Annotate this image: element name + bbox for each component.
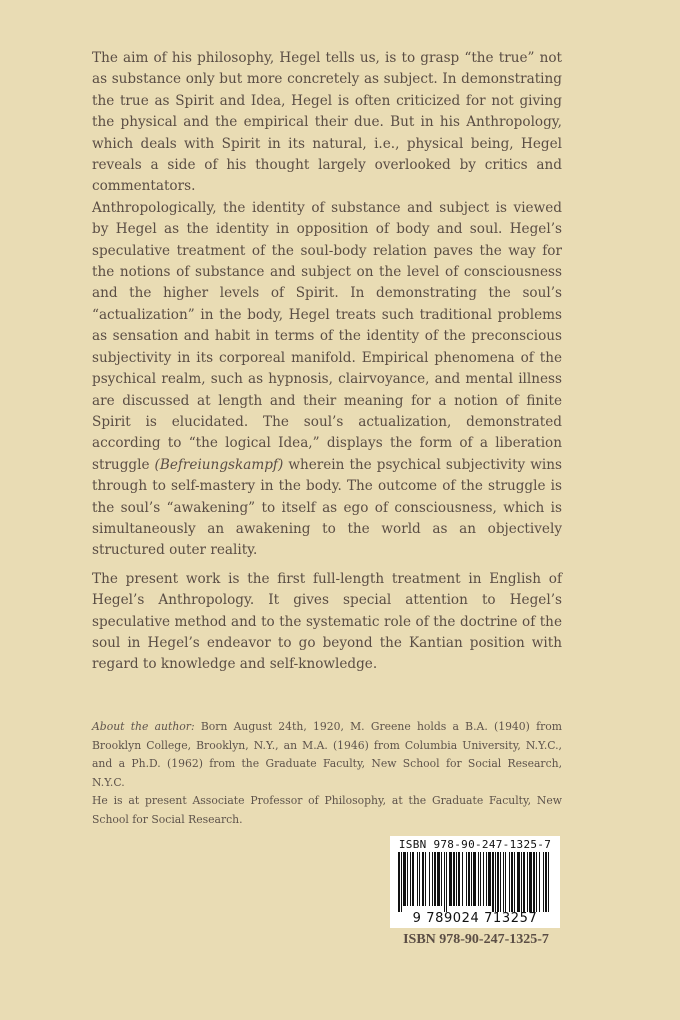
barcode <box>390 836 560 928</box>
barcode-bar <box>462 852 463 906</box>
barcode-digits: 9 789024 713257 <box>412 911 538 926</box>
barcode-bar <box>545 852 547 912</box>
blurb-paragraph-3: The present work is the first full-length treatment in English of Hegel’s Anthropology. It gives special attention to Hegel’s speculative method and to the systematic role of the doctrine of the soul in Hegel’s endeavor to go beyond the Kantian position with regard to knowledge and self-knowledge. <box>92 570 562 673</box>
barcode-bar <box>480 852 481 906</box>
author-bio-text: Born August 24th, 1920, M. Greene holds a B.A. (1940) from Brooklyn College, Brooklyn, N.Y., an M.A. (1946) from Columbia University, N.Y.C., and a Ph.D. (1962) from the Graduate Faculty, New School for Social Research, N.Y.C. <box>92 720 562 789</box>
about-the-author <box>92 718 562 829</box>
barcode-bar <box>483 852 484 906</box>
barcode-bar <box>488 852 491 906</box>
barcode-bar <box>456 852 457 906</box>
barcode-bar <box>410 852 411 906</box>
barcode-bar <box>441 852 442 906</box>
barcode-bar <box>517 852 520 912</box>
barcode-bar <box>478 852 479 906</box>
barcode-bar <box>422 852 424 906</box>
barcode-bar <box>458 852 460 906</box>
barcode-bar <box>446 852 447 912</box>
barcode-bar <box>521 852 522 912</box>
barcode-bar <box>509 852 510 912</box>
blurb-paragraph-2-end: wherein the psychical subjectivity wins through to self-mastery in the body. The outcome of the struggle is the soul’s “awakening” to itself as ego of consciousness, which is simultaneously an awakening to the world as an objectively structured outer reality. <box>92 456 562 559</box>
barcode-bar <box>471 852 472 906</box>
author-bio <box>92 718 562 792</box>
barcode-bar <box>511 852 513 912</box>
barcode-bar <box>401 852 402 912</box>
barcode-bar <box>403 852 406 906</box>
barcode-bar <box>444 852 445 912</box>
barcode-bar <box>407 852 408 906</box>
blurb-paragraph-2 <box>92 198 562 562</box>
author-label: About the author: <box>92 720 195 733</box>
barcode-bar <box>503 852 504 912</box>
barcode-bar <box>432 852 433 906</box>
barcode-bar <box>495 852 496 912</box>
isbn-number: ISBN 978-90-247-1325-7 <box>403 932 549 947</box>
barcode-bar <box>429 852 430 906</box>
barcode-bar <box>527 852 528 912</box>
back-cover-blurb <box>92 48 562 676</box>
barcode-bar <box>468 852 470 906</box>
blurb-paragraph-1: The aim of his philosophy, Hegel tells us, is to grasp “the true” not as substance only but more concretely as subject. In demonstrating the true as Spirit and Idea, Hegel is often criticized for not giving the physical and the empirical their due. But in his Anthropology, which deals with Spirit in its natural, i.e., physical being, Hegel reveals a side of his thought largely overlooked by critics and commentators. <box>92 50 562 195</box>
barcode-bar <box>486 852 487 906</box>
barcode-bar <box>505 852 506 912</box>
barcode-bar <box>453 852 455 906</box>
blurb-paragraph-2-italic: (Befreiungskampf) <box>154 456 284 473</box>
barcode-bar <box>417 852 418 906</box>
barcode-bar <box>449 852 452 906</box>
barcode-bar <box>412 852 414 906</box>
barcode-bar <box>434 852 436 906</box>
barcode-bar <box>539 852 540 912</box>
blurb-paragraph-2-text: Anthropologically, the identity of substance and subject is viewed by Hegel as the identity in opposition of body and soul. Hegel’s speculative treatment of the soul-body relation paves the way for the notions of substance and subject on the level of consciousness and the higher levels of Spirit. In demonstrating the soul’s “actualization” in the body, Hegel treats such traditional problems as sensation and habit in terms of the identity of the preconscious subjectivity in its corporeal manifold. Empirical phenomena of the psychical realm, such as hypnosis, clairvoyance, and mental illness are discussed at length and their meaning for a notion of finite Spirit is elucidated. The soul’s actualization, demonstrated according to “the logical Idea,” displays the form of a liberation struggle <box>92 199 562 473</box>
barcode-bar <box>492 852 494 912</box>
barcode-bar <box>523 852 525 912</box>
barcode-bar <box>533 852 535 912</box>
barcode-bars <box>396 852 554 912</box>
barcode-bar <box>466 852 467 906</box>
barcode-isbn-label: ISBN 978-90-247-1325-7 <box>398 838 552 851</box>
barcode-bar <box>398 852 400 912</box>
author-position: He is at present Associate Professor of Philosophy, at the Graduate Faculty, New School for Social Research. <box>92 794 562 826</box>
barcode-bar <box>536 852 537 912</box>
barcode-bar <box>419 852 420 906</box>
barcode-bar <box>437 852 440 906</box>
barcode-bar <box>529 852 532 912</box>
barcode-bar <box>514 852 515 912</box>
barcode-bar <box>425 852 426 906</box>
barcode-bar <box>543 852 544 912</box>
barcode-bar <box>497 852 499 912</box>
barcode-bar <box>473 852 476 906</box>
barcode-bar <box>548 852 549 912</box>
barcode-bar <box>500 852 501 912</box>
